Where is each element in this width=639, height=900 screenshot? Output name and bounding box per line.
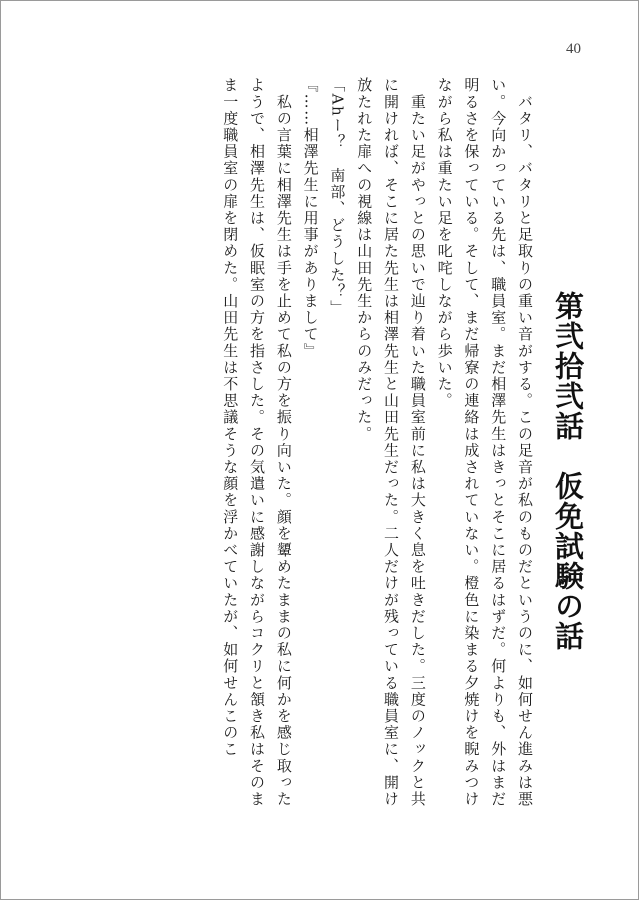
dialogue-line: 『……相澤先生に用事がありまして』 [301, 77, 320, 360]
paragraph: 重たい足がやっとの思いで辿り着いた職員室前に私は大きく息を吐きだした。三度のノックと共に開ければ、そこに居た先生は相澤先生と山田先生だった。二人だけが残っている職員室に、開け放たれた扉への視線は山田先生からのみだった。 [355, 77, 427, 808]
body-text [143, 77, 538, 822]
page-number: 40 [566, 41, 581, 57]
paragraph: バタリ、バタリと足取りの重い音がする。この足音が私のものだというのに、如何せん進みは悪い。今向かっている先は、職員室。まだ相澤先生はきっとそこに居るはずだ。何よりも、外はまだ明るさを保っている。そして、まだ帰寮の連絡は成されていない。橙色に染まる夕焼けを睨みつけながら私は重たい足を叱咤しながら歩いた。 [435, 77, 534, 808]
dialogue-line: 「Ahー？ 南部、どうした？」 [328, 77, 347, 317]
chapter-title: 第弐拾弐話 仮免試験の話 [551, 291, 585, 651]
paragraph: 私の言葉に相澤先生は手を止めて私の方を振り向いた。顔を顰めたままの私に何かを感じ取ったようで、相澤先生は、仮眠室の方を指さした。その気遣いに感謝しながらコクリと頷き私はそのまま一度職員室の扉を閉めた。山田先生は不思議そうな顔を浮かべていたが、如何せんこのこ [221, 77, 293, 808]
